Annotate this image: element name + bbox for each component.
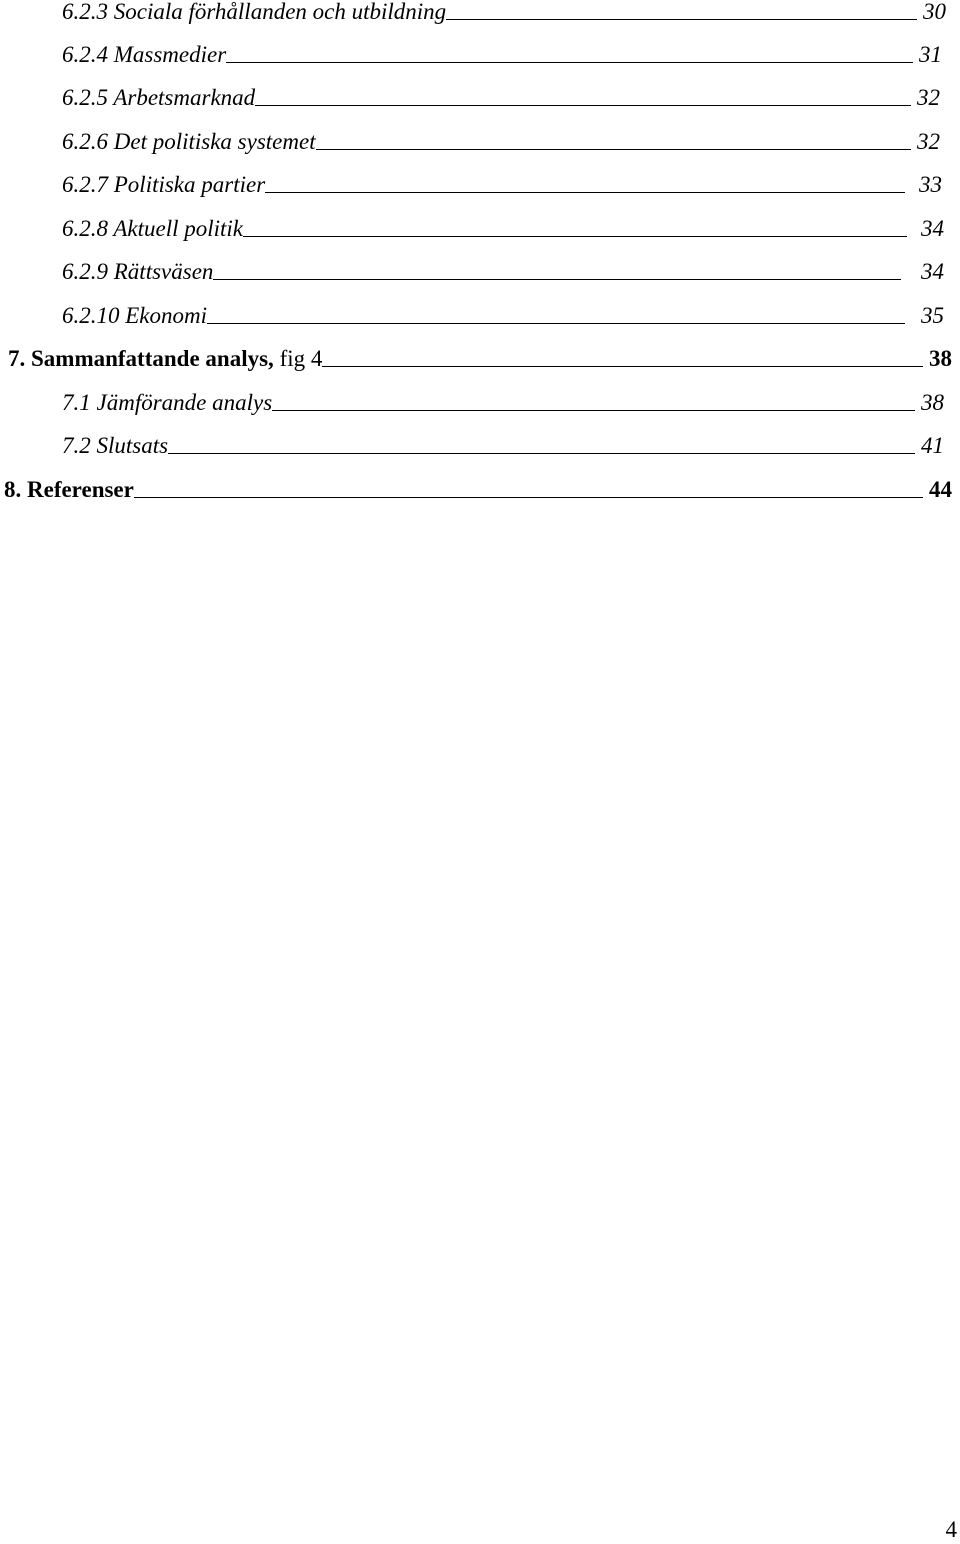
toc-entry-title: 6.2.4 Massmedier — [62, 42, 227, 67]
toc-entry-page: 35 — [921, 303, 944, 328]
toc-entry-page: 38 — [929, 346, 952, 371]
toc-entry-page: 32 — [917, 85, 940, 110]
toc-leader-line — [207, 323, 905, 324]
toc-entry-title: 7.1 Jämförande analys — [62, 390, 273, 415]
toc-leader-line — [272, 410, 915, 411]
toc-entry-6-2-9[interactable] — [62, 258, 944, 286]
toc-entry-page: 44 — [929, 477, 952, 502]
toc-leader-line — [446, 19, 917, 20]
toc-entry-page: 34 — [921, 259, 944, 284]
toc-entry-6-2-10[interactable] — [62, 302, 944, 330]
toc-entry-title-suffix: fig 4 — [273, 346, 323, 371]
toc-entry-title: 6.2.10 Ekonomi — [62, 303, 208, 328]
toc-entry-title: 6.2.8 Aktuell politik — [62, 216, 243, 241]
toc-entry-title: 6.2.6 Det politiska systemet — [62, 129, 316, 154]
toc-entry-6-2-6[interactable] — [62, 128, 940, 156]
toc-leader-line — [134, 497, 923, 498]
toc-entry-8[interactable] — [4, 476, 952, 504]
toc-entry-title-main: 7. Sammanfattande analys, — [8, 346, 274, 371]
toc-leader-line — [243, 236, 907, 237]
page-number: 4 — [945, 1517, 957, 1542]
toc-entry-title — [8, 345, 322, 373]
toc-entry-6-2-7[interactable] — [62, 171, 942, 199]
toc-entry-7-1[interactable] — [62, 389, 944, 417]
toc-leader-line — [226, 62, 913, 63]
toc-leader-line — [322, 366, 923, 367]
toc-leader-line — [316, 149, 911, 150]
toc-entry-title: 6.2.9 Rättsväsen — [62, 259, 214, 284]
toc-entry-page: 38 — [921, 390, 944, 415]
toc-leader-line — [213, 279, 901, 280]
toc-entry-6-2-3[interactable] — [62, 0, 946, 26]
toc-entry-page: 41 — [921, 433, 944, 458]
toc-leader-line — [168, 453, 915, 454]
toc-entry-page: 33 — [919, 172, 942, 197]
toc-entry-title: 8. Referenser — [4, 477, 134, 502]
toc-entry-page: 34 — [921, 216, 944, 241]
toc-entry-page: 31 — [919, 42, 942, 67]
toc-leader-line — [265, 192, 905, 193]
toc-leader-line — [255, 105, 911, 106]
toc-entry-6-2-4[interactable] — [62, 41, 942, 69]
toc-entry-page: 30 — [923, 0, 946, 24]
toc-entry-page: 32 — [917, 129, 940, 154]
toc-entry-6-2-8[interactable] — [62, 215, 944, 243]
toc-entry-title: 6.2.5 Arbetsmarknad — [62, 85, 256, 110]
toc-entry-title: 6.2.3 Sociala förhållanden och utbildning — [62, 0, 447, 24]
toc-entry-7-2[interactable] — [62, 432, 944, 460]
toc-entry-7[interactable] — [8, 345, 952, 373]
toc-entry-title: 7.2 Slutsats — [62, 433, 169, 458]
toc-entry-6-2-5[interactable] — [62, 84, 940, 112]
toc-entry-title: 6.2.7 Politiska partier — [62, 172, 266, 197]
